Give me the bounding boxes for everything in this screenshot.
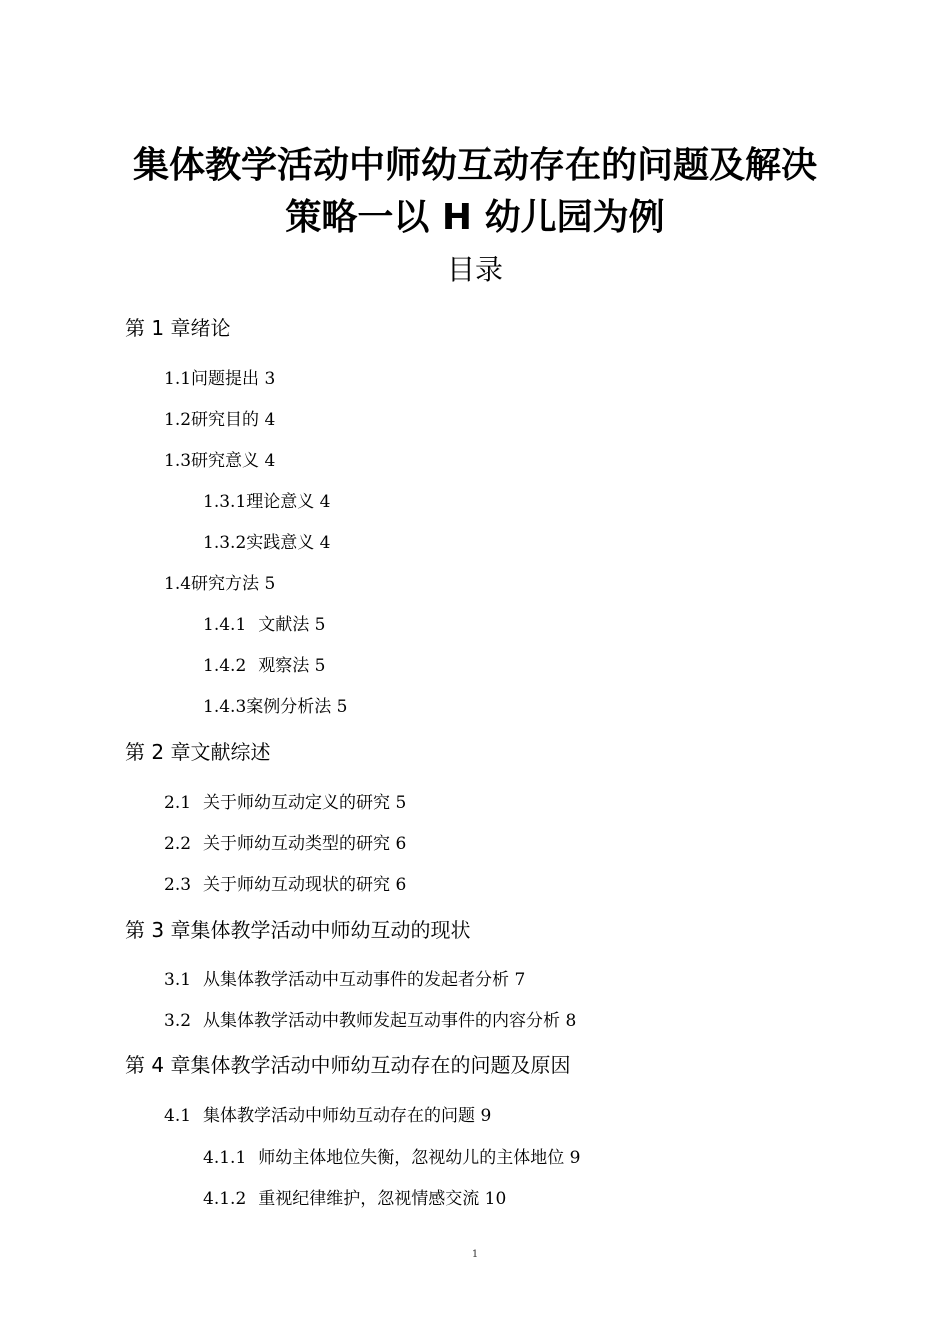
toc-entry-number: 1.3.1: [203, 492, 247, 512]
toc-entry-4-1-2[interactable]: [203, 1187, 506, 1211]
toc-entry-number: 4.1: [164, 1106, 192, 1126]
toc-entry-1-4-3[interactable]: [203, 695, 348, 719]
toc-entry-1-2[interactable]: [164, 408, 275, 432]
toc-entry-number: 2.3: [164, 875, 192, 895]
toc-entry-text: 关于师幼互动定义的研究 5: [203, 793, 407, 813]
toc-chapter-3[interactable]: 第 3 章集体教学活动中师幼互动的现状: [125, 918, 471, 942]
toc-entry-1-1[interactable]: [164, 367, 275, 391]
toc-entry-3-1[interactable]: [164, 968, 525, 992]
toc-entry-number: 1.2: [164, 410, 192, 430]
toc-entry-text: 案例分析法 5: [246, 697, 348, 717]
toc-entry-number: 4.1.2: [203, 1189, 247, 1209]
toc-entry-text: 从集体教学活动中互动事件的发起者分析 7: [203, 970, 526, 990]
toc-entry-number: 1.1: [164, 369, 192, 389]
toc-entry-text: 问题提出 3: [191, 369, 276, 389]
toc-entry-1-3-2[interactable]: [203, 531, 331, 555]
toc-entry-number: 1.4: [164, 574, 192, 594]
toc-entry-text: 理论意义 4: [246, 492, 331, 512]
toc-entry-number: 4.1.1: [203, 1148, 247, 1168]
toc-entry-text: 实践意义 4: [246, 533, 331, 553]
page-number: 1: [471, 1249, 479, 1260]
toc-entry-2-2[interactable]: [164, 832, 406, 856]
toc-entry-text: 关于师幼互动类型的研究 6: [203, 834, 407, 854]
toc-entry-text: 研究目的 4: [191, 410, 276, 430]
toc-entry-text: 研究方法 5: [191, 574, 276, 594]
toc-heading: 目录: [446, 253, 503, 286]
toc-entry-text: 集体教学活动中师幼互动存在的问题 9: [203, 1106, 492, 1126]
toc-entry-number: 3.2: [164, 1011, 192, 1031]
toc-entry-number: 2.2: [164, 834, 192, 854]
document-title-line-2: 策略一以 H 幼儿园为例: [285, 197, 665, 238]
toc-entry-text: 重视纪律维护，忽视情感交流 10: [258, 1189, 507, 1209]
toc-chapter-1[interactable]: 第 1 章绪论: [125, 316, 231, 340]
toc-entry-number: 1.4.1: [203, 615, 247, 635]
toc-entry-text: 文献法 5: [258, 615, 326, 635]
toc-entry-1-4-2[interactable]: [203, 654, 326, 678]
toc-entry-text: 研究意义 4: [191, 451, 276, 471]
toc-entry-1-3[interactable]: [164, 449, 275, 473]
toc-entry-text: 师幼主体地位失衡，忽视幼儿的主体地位 9: [258, 1148, 581, 1168]
toc-entry-1-3-1[interactable]: [203, 490, 331, 514]
toc-chapter-2[interactable]: 第 2 章文献综述: [125, 740, 271, 764]
toc-entry-3-2[interactable]: [164, 1009, 576, 1033]
toc-entry-text: 关于师幼互动现状的研究 6: [203, 875, 407, 895]
toc-entry-2-1[interactable]: [164, 791, 406, 815]
toc-entry-number: 1.3: [164, 451, 192, 471]
toc-entry-number: 1.3.2: [203, 533, 247, 553]
document-title-line-1: 集体教学活动中师幼互动存在的问题及解决: [132, 145, 817, 186]
toc-chapter-4[interactable]: 第 4 章集体教学活动中师幼互动存在的问题及原因: [125, 1053, 571, 1077]
toc-entry-1-4-1[interactable]: [203, 613, 326, 637]
toc-entry-1-4[interactable]: [164, 572, 275, 596]
toc-entry-text: 从集体教学活动中教师发起互动事件的内容分析 8: [203, 1011, 577, 1031]
toc-entry-number: 2.1: [164, 793, 192, 813]
toc-entry-number: 1.4.2: [203, 656, 247, 676]
toc-entry-text: 观察法 5: [258, 656, 326, 676]
toc-entry-4-1[interactable]: [164, 1104, 491, 1128]
toc-entry-number: 1.4.3: [203, 697, 247, 717]
toc-entry-4-1-1[interactable]: [203, 1146, 581, 1170]
toc-entry-2-3[interactable]: [164, 873, 406, 897]
toc-entry-number: 3.1: [164, 970, 192, 990]
